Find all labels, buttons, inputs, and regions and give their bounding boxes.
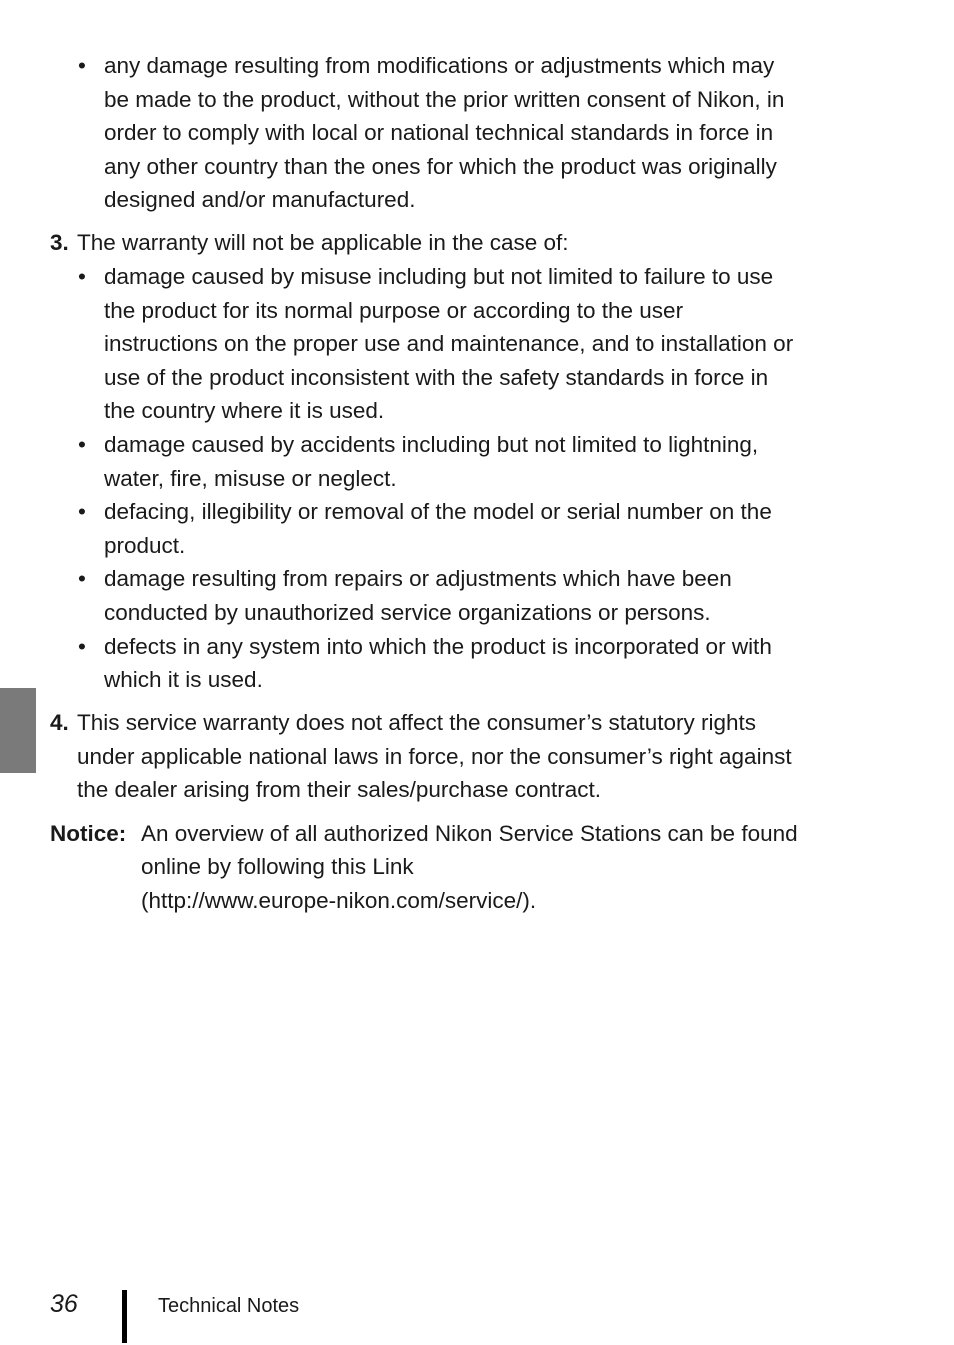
- text-line: the country where it is used.: [104, 398, 385, 424]
- footer-divider: [122, 1290, 127, 1343]
- text-line: An overview of all authorized Nikon Service Stations can be found: [141, 820, 798, 846]
- text-line: which it is used.: [104, 667, 263, 693]
- item-number: 3.: [50, 230, 69, 256]
- text-line: the dealer arising from their sales/purchase contract.: [77, 777, 602, 803]
- numbered-item-4: [0, 706, 954, 807]
- text-line: product.: [104, 532, 186, 558]
- text-line: the product for its normal purpose or according to the user: [104, 297, 684, 323]
- text-line: any damage resulting from modifications or adjustments which may: [104, 53, 775, 78]
- bullet-item: [0, 260, 954, 428]
- text-line: defacing, illegibility or removal of the model or serial number on the: [104, 499, 772, 525]
- text-line: defects in any system into which the product is incorporated or with: [104, 633, 772, 659]
- notice-block: [0, 817, 954, 918]
- bullet-item: [0, 49, 954, 217]
- bullet-icon: •: [78, 499, 86, 525]
- footer-section-title: Technical Notes: [158, 1295, 300, 1317]
- text-line: designed and/or manufactured.: [104, 187, 416, 213]
- notice-label: Notice:: [50, 820, 127, 846]
- text-line: water, fire, misuse or neglect.: [104, 465, 397, 491]
- item-number: 4.: [50, 710, 69, 736]
- text-line: This service warranty does not affect the consumer’s statutory rights: [77, 710, 757, 736]
- bullet-icon: •: [78, 432, 86, 458]
- bullet-item: [0, 562, 954, 629]
- text-line: conducted by unauthorized service organizations or persons.: [104, 600, 711, 625]
- numbered-item-3: [0, 226, 954, 260]
- text-line: any other country than the ones for which the product was originally: [104, 153, 777, 179]
- bullet-item: [0, 495, 954, 562]
- text-line: damage caused by misuse including but not limited to failure to use: [104, 264, 774, 290]
- service-link-text: (http://www.europe-nikon.com/service/).: [141, 887, 537, 913]
- bullet-item: [0, 630, 954, 697]
- text-line: order to comply with local or national technical standards in force in: [104, 120, 774, 146]
- text-line: use of the product inconsistent with the safety standards in force in: [104, 364, 769, 390]
- text-line: The warranty will not be applicable in the case of:: [77, 230, 569, 256]
- bullet-icon: •: [78, 264, 86, 290]
- text-line: online by following this Link: [141, 854, 414, 880]
- text-line: instructions on the proper use and maintenance, and to installation or: [104, 331, 794, 357]
- bullet-icon: •: [78, 53, 86, 78]
- page-number: 36: [50, 1290, 78, 1318]
- text-line: be made to the product, without the prior written consent of Nikon, in: [104, 86, 785, 112]
- text-line: damage caused by accidents including but not limited to lightning,: [104, 432, 759, 458]
- bullet-icon: •: [78, 633, 86, 659]
- page-content: [0, 49, 954, 917]
- text-line: damage resulting from repairs or adjustments which have been: [104, 566, 732, 592]
- bullet-icon: •: [78, 566, 86, 592]
- bullet-item: [0, 428, 954, 495]
- text-line: under applicable national laws in force, nor the consumer’s right against: [77, 743, 792, 769]
